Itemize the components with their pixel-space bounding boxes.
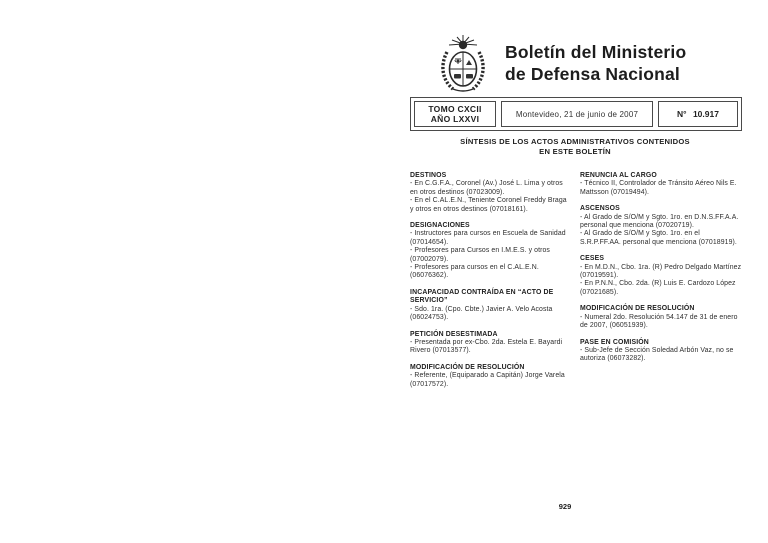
edition-info-bar [410, 97, 742, 131]
synopsis-section [580, 172, 742, 197]
right-column [580, 172, 742, 397]
synopsis-columns [410, 172, 742, 397]
synopsis-section [410, 289, 572, 323]
section-item: - Al Grado de S/O/M y Sgto. 1ro. en el S.R.P.FF.AA. personal que menciona (07018919). [580, 230, 737, 246]
section-heading: DESIGNACIONES [410, 222, 470, 230]
bulletin-content [408, 33, 742, 533]
section-item: - En el C.AL.E.N., Teniente Coronel Freddy Braga y otros en otros destinos (07018161). [410, 197, 567, 213]
synopsis-section [580, 305, 742, 330]
section-item: - Presentada por ex-Cbo. 2da. Estela E. Bayardi Rivero (07013577). [410, 338, 563, 355]
section-item: - Profesores para Cursos en I.M.E.S. y otros (07002079). [410, 247, 550, 263]
section-item: - En M.D.N., Cbo. 1ra. (R) Pedro Delgado Martínez (07019591). [580, 263, 742, 280]
bulletin-title-line2: de Defensa Nacional [505, 63, 680, 84]
section-heading: ASCENSOS [580, 205, 620, 213]
section-item: - Referente, (Equiparado a Capitán) Jorge Varela (07017572). [410, 372, 565, 388]
bulletin-title [505, 42, 686, 85]
synopsis-section [410, 364, 572, 389]
edition-number: N° 10.917 [677, 109, 719, 119]
synopsis-section [580, 255, 742, 297]
synopsis-section [410, 331, 572, 356]
section-item: - Técnico II, Controlador de Tránsito Aéreo Nils E. Mattsson (07019494). [580, 180, 737, 196]
section-heading: RENUNCIA AL CARGO [580, 172, 657, 179]
page-number: 929 [558, 502, 572, 511]
section-heading: PETICIÓN DESESTIMADA [410, 330, 498, 338]
bulletin-title-line1: Boletín del Ministerio [505, 42, 687, 62]
section-item: - Numeral 2do. Resolución 54.147 de 31 de enero de 2007, (06051939). [580, 313, 738, 330]
section-item: - Sdo. 1ra. (Cpo. Cbte.) Javier A. Velo Acosta (06024753). [410, 305, 553, 322]
synopsis-section [580, 339, 742, 364]
section-heading: DESTINOS [410, 172, 447, 179]
section-heading: MODIFICACIÓN DE RESOLUCIÓN [410, 363, 525, 371]
section-item: - En C.G.F.A., Coronel (Av.) José L. Lima y otros en otros destinos (07023009). [410, 180, 563, 196]
synopsis-section [580, 205, 742, 247]
uruguay-coat-of-arms-icon [438, 35, 488, 95]
left-column [410, 172, 572, 397]
section-item: - Al Grado de S/O/M y Sgto. 1ro. en D.N.S.FF.A.A. personal que menciona (07020719). [580, 213, 739, 230]
section-item: - En P.N.N., Cbo. 2da. (R) Luis E. Cardozo López (07021685). [580, 280, 736, 296]
synopsis-section [410, 172, 572, 214]
section-heading: CESES [580, 255, 605, 263]
section-item: - Instructores para cursos en Escuela de Sanidad (07014654). [410, 230, 566, 246]
section-heading: INCAPACIDAD CONTRAÍDA EN “ACTO DE SERVICIO” [410, 288, 554, 305]
section-item: - Sub-Jefe de Sección Soledad Arbón Vaz, no se autoriza (06073282). [580, 346, 734, 363]
number-box [658, 101, 738, 127]
tomo-line1: TOMO CXCII [428, 103, 482, 114]
masthead [408, 33, 742, 95]
synopsis-title [408, 137, 742, 156]
section-heading: MODIFICACIÓN DE RESOLUCIÓN [580, 305, 695, 313]
synopsis-title-line2: EN ESTE BOLETÍN [539, 146, 611, 156]
edition-date: Montevideo, 21 de junio de 2007 [515, 109, 639, 119]
tomo-box [414, 101, 496, 127]
date-box [501, 101, 653, 127]
section-heading: PASE EN COMISIÓN [580, 338, 649, 346]
section-item: - Profesores para cursos en el C.AL.E.N. (06076362). [410, 264, 539, 280]
synopsis-section [410, 222, 572, 281]
tomo-line2: AÑO LXXVI [430, 114, 480, 124]
synopsis-title-line1: SÍNTESIS DE LOS ACTOS ADMINISTRATIVOS CONTENIDOS [460, 137, 690, 146]
